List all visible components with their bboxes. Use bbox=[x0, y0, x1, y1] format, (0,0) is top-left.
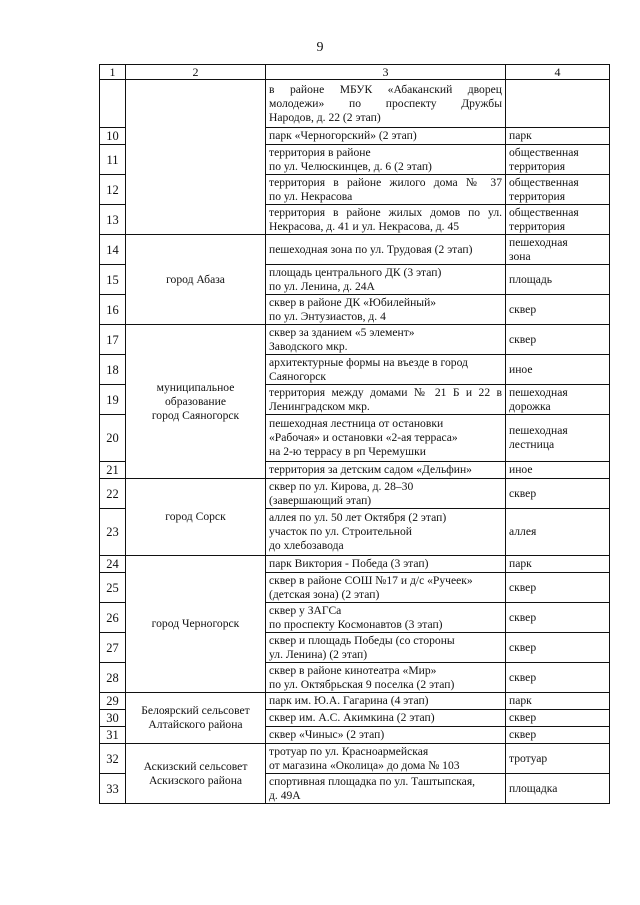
description-line: сквер им. А.С. Акимкина (2 этап) bbox=[269, 711, 435, 724]
municipality-cell bbox=[126, 693, 266, 744]
object-type bbox=[506, 556, 610, 573]
description-line: сквер в районе кинотеатра «Мир» bbox=[269, 663, 437, 677]
type-line: площадка bbox=[509, 781, 558, 795]
type-line: территория bbox=[509, 189, 566, 203]
object-type bbox=[506, 509, 610, 556]
page-number: 9 bbox=[316, 40, 324, 55]
description-line: молодежи» по проспекту Дружбы bbox=[269, 96, 502, 110]
object-description bbox=[266, 479, 506, 509]
type-line: общественная bbox=[509, 145, 579, 159]
object-type bbox=[506, 462, 610, 479]
object-type bbox=[506, 744, 610, 774]
table-row bbox=[100, 479, 610, 509]
description-line: (детская зона) (2 этап) bbox=[269, 587, 380, 601]
object-type bbox=[506, 633, 610, 663]
row-number: 17 bbox=[100, 325, 126, 355]
object-description bbox=[266, 744, 506, 774]
object-description bbox=[266, 633, 506, 663]
table-row bbox=[100, 556, 610, 573]
object-type bbox=[506, 175, 610, 205]
row-number: 29 bbox=[100, 693, 126, 710]
object-type bbox=[506, 145, 610, 175]
object-description bbox=[266, 175, 506, 205]
type-line: сквер bbox=[509, 332, 537, 346]
municipality-cell bbox=[126, 80, 266, 235]
municipality-name-line: город Абаза bbox=[166, 272, 225, 286]
row-number: 15 bbox=[100, 265, 126, 295]
object-description bbox=[266, 385, 506, 415]
type-line: сквер bbox=[509, 728, 537, 741]
type-line: сквер bbox=[509, 640, 537, 654]
object-description bbox=[266, 295, 506, 325]
description-line: пешеходная лестница от остановки bbox=[269, 417, 444, 430]
table-header-row bbox=[100, 65, 610, 80]
object-description bbox=[266, 415, 506, 462]
object-description bbox=[266, 265, 506, 295]
object-type bbox=[506, 573, 610, 603]
object-type bbox=[506, 80, 610, 128]
row-number: 13 bbox=[100, 205, 126, 235]
object-type bbox=[506, 265, 610, 295]
description-line: сквер по ул. Кирова, д. 28–30 bbox=[269, 479, 414, 493]
municipality-name-line: муниципальное bbox=[156, 380, 235, 394]
type-line: парк bbox=[509, 694, 532, 707]
type-line: тротуар bbox=[509, 751, 548, 765]
row-number: 27 bbox=[100, 633, 126, 663]
description-line: участок по ул. Строительной bbox=[269, 525, 413, 538]
object-description bbox=[266, 727, 506, 744]
description-line: Некрасова, д. 41 и ул. Некрасова, д. 45 bbox=[269, 219, 460, 233]
object-description bbox=[266, 235, 506, 265]
type-line: парк bbox=[509, 129, 532, 142]
object-description bbox=[266, 145, 506, 175]
municipality-name-line: образование bbox=[165, 394, 226, 408]
description-line: д. 49А bbox=[269, 788, 301, 802]
row-number: 33 bbox=[100, 774, 126, 804]
object-type bbox=[506, 774, 610, 804]
type-line: общественная bbox=[509, 205, 579, 219]
type-line: парк bbox=[509, 557, 532, 570]
column-header-1: 1 bbox=[100, 65, 126, 80]
type-line: пешеходная bbox=[509, 235, 568, 249]
description-line: от магазина «Околица» до дома № 103 bbox=[269, 758, 460, 772]
description-line: парк им. Ю.А. Гагарина (4 этап) bbox=[269, 694, 429, 707]
row-number: 10 bbox=[100, 128, 126, 145]
object-description bbox=[266, 710, 506, 727]
description-line: аллея по ул. 50 лет Октября (2 этап) bbox=[269, 511, 447, 524]
description-line: территория за детским садом «Дельфин» bbox=[269, 463, 472, 476]
type-line: пешеходная bbox=[509, 385, 568, 399]
description-line: сквер и площадь Победы (со стороны bbox=[269, 633, 455, 647]
column-header-4: 4 bbox=[506, 65, 610, 80]
object-description bbox=[266, 693, 506, 710]
row-number bbox=[100, 80, 126, 128]
type-line: пешеходная bbox=[509, 424, 568, 437]
row-number: 30 bbox=[100, 710, 126, 727]
type-line: аллея bbox=[509, 525, 537, 538]
table-row bbox=[100, 80, 610, 128]
municipality-cell bbox=[126, 479, 266, 556]
description-line: территория между домами № 21 Б и 22 в bbox=[269, 385, 502, 399]
object-type bbox=[506, 663, 610, 693]
type-line: сквер bbox=[509, 486, 537, 500]
row-number: 19 bbox=[100, 385, 126, 415]
municipality-name-line: город Сорск bbox=[165, 510, 226, 523]
description-line: Саяногорск bbox=[269, 369, 327, 383]
object-description bbox=[266, 205, 506, 235]
description-line: по ул. Октябрьская 9 поселка (2 этап) bbox=[269, 677, 455, 691]
object-description bbox=[266, 603, 506, 633]
object-type bbox=[506, 385, 610, 415]
description-line: сквер в районе ДК «Юбилейный» bbox=[269, 295, 437, 309]
object-type bbox=[506, 128, 610, 145]
description-line: по ул. Энтузиастов, д. 4 bbox=[269, 309, 386, 323]
table-row bbox=[100, 235, 610, 265]
type-line: иное bbox=[509, 463, 533, 476]
object-description bbox=[266, 462, 506, 479]
municipality-cell bbox=[126, 235, 266, 325]
description-line: (завершающий этап) bbox=[269, 493, 372, 507]
object-description bbox=[266, 128, 506, 145]
description-line: до хлебозавода bbox=[269, 539, 344, 552]
row-number: 25 bbox=[100, 573, 126, 603]
object-type bbox=[506, 295, 610, 325]
description-line: в районе МБУК «Абаканский дворец bbox=[269, 82, 502, 96]
type-line: лестница bbox=[509, 438, 555, 451]
municipality-name-line: Аскизского района bbox=[148, 773, 243, 787]
object-description bbox=[266, 80, 506, 128]
description-line: территория в районе bbox=[269, 145, 371, 159]
type-line: площадь bbox=[509, 272, 553, 286]
row-number: 22 bbox=[100, 479, 126, 509]
description-line: сквер у ЗАГСа bbox=[269, 603, 342, 617]
type-line: территория bbox=[509, 159, 566, 173]
description-line: по проспекту Космонавтов (3 этап) bbox=[269, 617, 443, 631]
row-number: 11 bbox=[100, 145, 126, 175]
municipality-name-line: город Черногорск bbox=[151, 617, 240, 630]
description-line: спортивная площадка по ул. Таштыпская, bbox=[269, 774, 476, 788]
description-line: сквер «Чиныс» (2 этап) bbox=[269, 728, 385, 741]
column-header-2: 2 bbox=[126, 65, 266, 80]
municipality-cell bbox=[126, 325, 266, 479]
object-description bbox=[266, 663, 506, 693]
type-line: сквер bbox=[509, 610, 537, 624]
object-type bbox=[506, 693, 610, 710]
description-line: сквер в районе СОШ №17 и д/с «Ручеек» bbox=[269, 573, 473, 587]
description-line: Ленинградском мкр. bbox=[269, 399, 370, 413]
municipality-name-line: Алтайского района bbox=[148, 718, 243, 731]
document-table bbox=[99, 64, 610, 804]
description-line: пешеходная зона по ул. Трудовая (2 этап) bbox=[269, 242, 473, 256]
object-type bbox=[506, 355, 610, 385]
description-line: территория в районе жилых домов по ул. bbox=[269, 205, 502, 219]
row-number: 24 bbox=[100, 556, 126, 573]
table-row bbox=[100, 325, 610, 355]
description-line: «Рабочая» и остановки «2-ая терраса» bbox=[269, 431, 458, 444]
object-type bbox=[506, 710, 610, 727]
type-line: зона bbox=[509, 249, 531, 263]
type-line: дорожка bbox=[509, 399, 551, 413]
type-line: сквер bbox=[509, 670, 537, 684]
type-line: иное bbox=[509, 362, 533, 376]
type-line: общественная bbox=[509, 175, 579, 189]
type-line: территория bbox=[509, 219, 566, 233]
object-description bbox=[266, 509, 506, 556]
type-line: сквер bbox=[509, 711, 537, 724]
row-number: 32 bbox=[100, 744, 126, 774]
row-number: 14 bbox=[100, 235, 126, 265]
type-line: сквер bbox=[509, 580, 537, 594]
object-type bbox=[506, 205, 610, 235]
object-description bbox=[266, 355, 506, 385]
table-row bbox=[100, 744, 610, 774]
object-type bbox=[506, 727, 610, 744]
object-description bbox=[266, 774, 506, 804]
description-line: архитектурные формы на въезде в город bbox=[269, 355, 468, 369]
object-type bbox=[506, 325, 610, 355]
description-line: Народов, д. 22 (2 этап) bbox=[269, 110, 381, 124]
description-line: на 2-ю террасу в рп Черемушки bbox=[269, 445, 426, 458]
object-type bbox=[506, 235, 610, 265]
row-number: 23 bbox=[100, 509, 126, 556]
description-line: по ул. Некрасова bbox=[269, 189, 353, 203]
row-number: 21 bbox=[100, 462, 126, 479]
row-number: 16 bbox=[100, 295, 126, 325]
description-line: площадь центрального ДК (3 этап) bbox=[269, 265, 442, 279]
object-type bbox=[506, 479, 610, 509]
municipality-name-line: город Саяногорск bbox=[151, 408, 240, 422]
municipality-name-line: Аскизский сельсовет bbox=[143, 759, 248, 773]
row-number: 26 bbox=[100, 603, 126, 633]
object-description bbox=[266, 573, 506, 603]
object-description bbox=[266, 556, 506, 573]
row-number: 18 bbox=[100, 355, 126, 385]
column-header-3: 3 bbox=[266, 65, 506, 80]
description-line: сквер за зданием «5 элемент» bbox=[269, 325, 415, 339]
type-line: сквер bbox=[509, 302, 537, 316]
description-line: территория в районе жилого дома № 37 bbox=[269, 175, 502, 189]
object-type bbox=[506, 603, 610, 633]
description-line: по ул. Челюскинцев, д. 6 (2 этап) bbox=[269, 159, 432, 173]
description-line: ул. Ленина) (2 этап) bbox=[269, 647, 368, 661]
object-description bbox=[266, 325, 506, 355]
row-number: 31 bbox=[100, 727, 126, 744]
municipality-cell bbox=[126, 556, 266, 693]
municipality-name-line: Белоярский сельсовет bbox=[141, 704, 250, 717]
row-number: 12 bbox=[100, 175, 126, 205]
description-line: по ул. Ленина, д. 24А bbox=[269, 279, 375, 293]
municipality-cell bbox=[126, 744, 266, 804]
object-type bbox=[506, 415, 610, 462]
row-number: 20 bbox=[100, 415, 126, 462]
description-line: парк «Черногорский» (2 этап) bbox=[269, 129, 417, 142]
row-number: 28 bbox=[100, 663, 126, 693]
description-line: тротуар по ул. Красноармейская bbox=[269, 744, 429, 758]
table-row bbox=[100, 693, 610, 710]
description-line: Заводского мкр. bbox=[269, 339, 348, 353]
description-line: парк Виктория - Победа (3 этап) bbox=[269, 557, 429, 570]
